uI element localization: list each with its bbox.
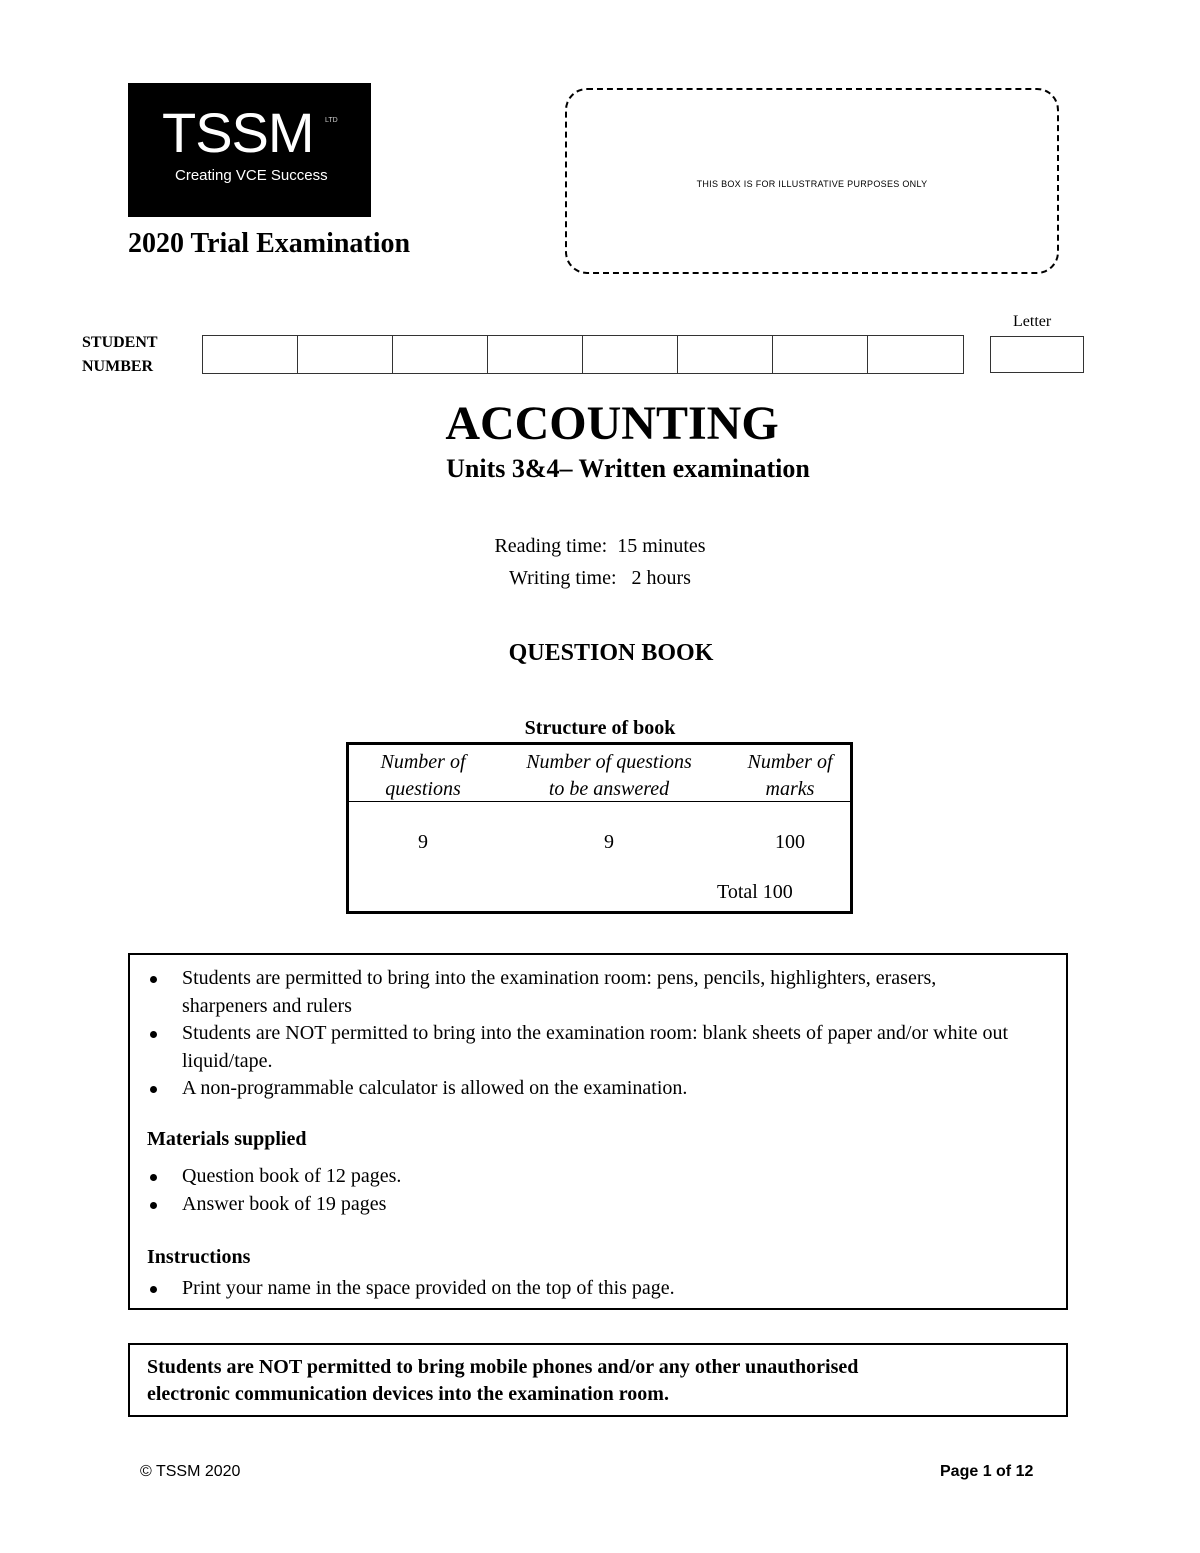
table-cell: 9 [418,831,428,853]
student-label-line1: STUDENT [82,334,158,351]
writing-time: Writing time: 2 hours [509,567,691,589]
warning-box [128,1343,1068,1417]
question-book-heading: QUESTION BOOK [508,640,714,666]
illustrative-box [565,88,1059,274]
table-total: Total 100 [717,881,793,903]
table-header-rule [349,801,850,802]
instructions-heading: Instructions [147,1246,251,1268]
materials-heading: Materials supplied [147,1128,307,1150]
rules-list [130,965,1010,1103]
list-item: Students are permitted to bring into the examination room: pens, pencils, highlighters, erasers, sharpeners and rulers [130,965,1010,1020]
header-line: Number of [380,751,466,773]
student-number-label [82,331,158,379]
structure-title: Structure of book [524,717,676,739]
structure-table [346,742,853,914]
table-header-cell [729,749,851,803]
header-line: questions [385,778,461,800]
logo-wordmark: TSSM [162,101,314,164]
list-item: Answer book of 19 pages [130,1191,1010,1219]
letter-label: Letter [1013,313,1052,330]
table-header-cell [355,749,491,803]
warning-line: electronic communication devices into the examination room. [147,1383,669,1405]
instructions-box [128,953,1068,1310]
materials-list [130,1163,1010,1218]
subject-title: ACCOUNTING [445,397,779,450]
student-number-digit-box[interactable] [773,336,868,373]
logo-tagline: Creating VCE Success [175,167,328,184]
units-subtitle: Units 3&4– Written examination [446,454,810,483]
logo-trademark: LTD [325,117,338,124]
list-item: Print your name in the space provided on the top of this page. [130,1275,1010,1303]
student-number-digit-box[interactable] [868,336,963,373]
illustrative-box-text: THIS BOX IS FOR ILLUSTRATIVE PURPOSES ONLY [696,179,928,189]
warning-line: Students are NOT permitted to bring mobile phones and/or any other unauthorised [147,1356,859,1378]
header-line: Number of [747,751,833,773]
student-label-line2: NUMBER [82,358,154,375]
table-cell: 100 [775,831,805,853]
student-number-digit-box[interactable] [203,336,298,373]
instructions-list [130,1275,1010,1303]
list-item: Students are NOT permitted to bring into the examination room: blank sheets of paper and/or white out liquid/tape. [130,1020,1010,1075]
footer-page-number: Page 1 of 12 [940,1463,1034,1480]
header-line: marks [765,778,815,800]
list-item: A non-programmable calculator is allowed on the examination. [130,1075,1010,1103]
table-header-cell [499,749,719,803]
student-number-digit-box[interactable] [393,336,488,373]
student-number-digit-box[interactable] [678,336,773,373]
student-number-boxes [202,335,964,374]
student-number-digit-box[interactable] [488,336,583,373]
list-item: Question book of 12 pages. [130,1163,1010,1191]
tssm-logo [128,83,371,217]
header-line: Number of questions [526,751,692,773]
student-number-digit-box[interactable] [298,336,393,373]
student-number-digit-box[interactable] [583,336,678,373]
reading-time: Reading time: 15 minutes [494,535,706,557]
footer-copyright: © TSSM 2020 [140,1463,241,1480]
trial-exam-title: 2020 Trial Examination [128,228,411,259]
letter-box[interactable] [990,336,1084,373]
header-line: to be answered [548,778,670,800]
table-cell: 9 [604,831,614,853]
